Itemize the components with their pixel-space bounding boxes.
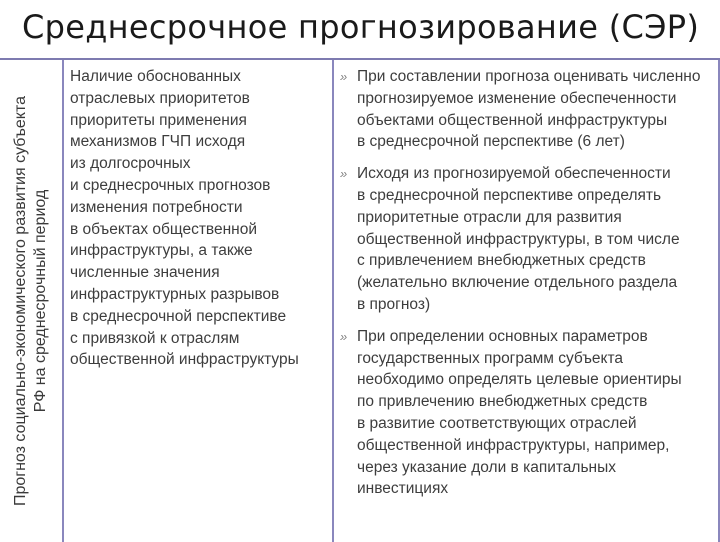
text-line: по привлечению внебюджетных средств: [357, 393, 648, 411]
text-line: через указание доли в капитальных: [357, 458, 616, 476]
text-line: в среднесрочной перспективе: [70, 307, 287, 325]
text-line: При составлении прогноза оценивать численно: [357, 68, 701, 85]
text-line: общественной инфраструктуры: [70, 351, 299, 369]
list-item: [340, 326, 712, 500]
text-line: общественной инфраструктуры, например,: [357, 436, 670, 454]
arrow-bullet-icon: »: [340, 328, 348, 344]
right-column-list: [340, 66, 712, 510]
text-line: прогнозируемое изменение обеспеченности: [357, 89, 677, 107]
column-divider: [62, 60, 64, 542]
row-header-cell: [0, 60, 62, 542]
text-line: приоритетные отрасли для развития: [357, 208, 622, 226]
list-item: [340, 66, 712, 153]
text-line: с привлечением внебюджетных средств: [357, 252, 646, 270]
text-line: инфраструктуры, а также: [70, 242, 253, 260]
text-line: с привязкой к отраслям: [70, 329, 240, 347]
list-item: [340, 163, 712, 316]
row-header-line: РФ на среднесрочный период: [32, 189, 49, 413]
text-line: инвестициях: [357, 480, 449, 498]
text-line: Наличие обоснованных: [70, 68, 241, 85]
text-line: При определении основных параметров: [357, 327, 648, 345]
row-header-text: [11, 66, 51, 536]
text-line: необходимо определять целевые ориентиры: [357, 371, 682, 389]
text-line: (желательно включение отдельного раздела: [357, 274, 678, 292]
page-title: Среднесрочное прогнозирование (СЭР): [22, 8, 700, 46]
arrow-bullet-icon: »: [340, 166, 348, 182]
text-line: отраслевых приоритетов: [70, 89, 250, 107]
text-line: в объектах общественной: [70, 220, 258, 238]
text-line: в развитие соответствующих отраслей: [357, 414, 637, 432]
text-line: изменения потребности: [70, 198, 243, 216]
text-line: Исходя из прогнозируемой обеспеченности: [357, 165, 671, 183]
column-divider: [332, 60, 334, 542]
text-line: государственных программ субъекта: [357, 349, 624, 367]
content-table: [0, 58, 720, 542]
text-line: численные значения: [70, 264, 220, 282]
text-line: механизмов ГЧП исходя: [70, 133, 246, 151]
arrow-bullet-icon: »: [340, 69, 348, 84]
text-line: объектами общественной инфраструктуры: [357, 111, 668, 129]
text-line: из долгосрочных: [70, 155, 191, 173]
middle-column-text: [70, 66, 328, 371]
text-line: в прогноз): [357, 295, 431, 313]
text-line: в среднесрочной перспективе (6 лет): [357, 133, 625, 151]
text-line: и среднесрочных прогнозов: [70, 176, 271, 194]
text-line: общественной инфраструктуры, в том числе: [357, 230, 680, 248]
row-header-line: Прогноз социально-экономического развития субъекта: [12, 95, 29, 507]
text-line: инфраструктурных разрывов: [70, 285, 280, 303]
text-line: приоритеты применения: [70, 111, 247, 129]
text-line: в среднесрочной перспективе определять: [357, 186, 662, 204]
